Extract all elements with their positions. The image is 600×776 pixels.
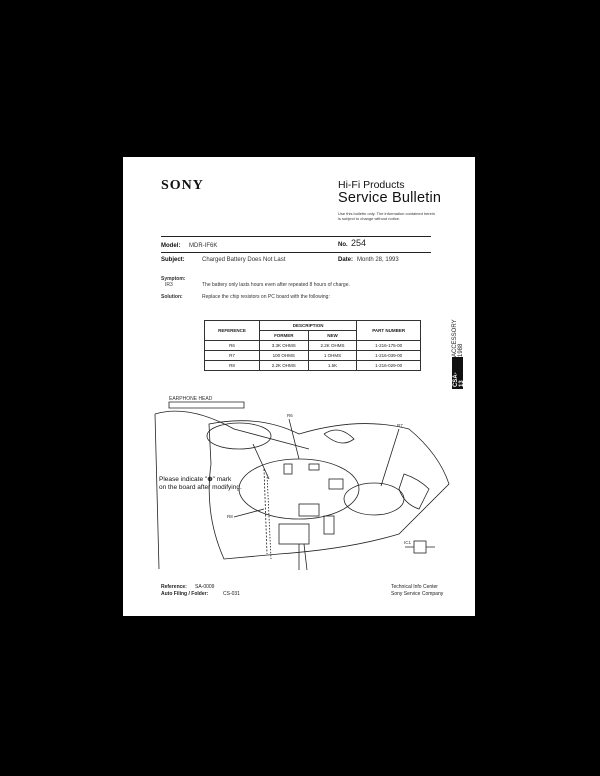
cell-former: 3.3K OHMS <box>259 341 308 351</box>
small-part-box <box>414 541 426 553</box>
subject-label: Subject: <box>161 257 185 263</box>
earphone-head-label: EARPHONE HEAD <box>169 396 213 402</box>
label-r6: R6 <box>287 413 293 418</box>
symptom-label: Symptom: <box>161 276 186 282</box>
callout-mark-icon: ⊕ <box>207 476 213 483</box>
bulletin-page <box>123 157 475 616</box>
cell-ref: R7 <box>205 351 260 361</box>
label-r7: R7 <box>397 423 403 428</box>
col-new: NEW <box>308 331 357 341</box>
label-r8: R8 <box>227 514 233 519</box>
reference-label: Reference: <box>161 584 187 590</box>
header-note: Use this bulletin only. The information contained herein is subject to change without notice. <box>338 211 436 221</box>
board-outline <box>209 421 449 559</box>
cell-new: 1 OHMS <box>308 351 357 361</box>
solution-text: Replace the chip resistors on PC board with the following: <box>202 294 330 300</box>
table-row <box>205 361 421 371</box>
product-line: Hi-Fi Products <box>338 179 405 191</box>
footer-right-line2: Sony Service Company <box>391 591 444 597</box>
earphone-head-outline <box>169 402 244 408</box>
table-header-row <box>205 321 421 331</box>
model-label: Model: <box>161 243 181 249</box>
parts-table <box>204 320 421 371</box>
cell-former: 100 OHMS <box>259 351 308 361</box>
date-label: Date: <box>338 257 354 263</box>
cell-new: 1.5K <box>308 361 357 371</box>
col-reference: REFERENCE <box>205 321 260 341</box>
model-value: MDR-IF6K <box>189 243 218 249</box>
table-row <box>205 351 421 361</box>
side-tab-label: CSA-13 <box>453 372 465 387</box>
col-description: DESCRIPTION <box>259 321 356 331</box>
table-row <box>205 341 421 351</box>
headphone-arc <box>155 411 309 449</box>
number-label: No. <box>338 242 348 248</box>
date-value: Month 28, 1993 <box>357 257 399 263</box>
cell-former: 2.2K OHMS <box>259 361 308 371</box>
callout-text <box>159 476 242 492</box>
filing-value: CS-031 <box>223 591 240 597</box>
col-part-number: PART NUMBER <box>357 321 421 341</box>
cell-part: 1-216-175-00 <box>357 341 421 351</box>
side-text: ACCESSORY 1988 <box>452 319 464 357</box>
side-tab <box>452 357 463 389</box>
callout-line1: Please indicate " <box>159 476 208 483</box>
magnify-circle-right <box>344 483 404 515</box>
symptom-text: The battery only lasts hours even after repeated 8 hours of charge. <box>202 282 350 288</box>
divider-top <box>161 236 431 237</box>
col-former: FORMER <box>259 331 308 341</box>
filing-label: Auto Filing / Folder: <box>161 591 209 597</box>
symptom-sub: IR3 <box>165 282 173 288</box>
doc-type-title: Service Bulletin <box>338 190 442 206</box>
divider-mid <box>161 252 431 253</box>
cell-ref: R6 <box>205 341 260 351</box>
footer-right-line1: Technical Info Center <box>391 584 438 590</box>
cell-part: 1-216-029-00 <box>357 361 421 371</box>
solution-label: Solution: <box>161 294 183 300</box>
sony-logo: SONY <box>161 178 204 193</box>
number-value: 254 <box>351 238 367 248</box>
subject-value: Charged Battery Does Not Last <box>202 257 286 263</box>
cell-new: 2.2K OHMS <box>308 341 357 351</box>
label-ic1: IC1 <box>404 540 412 545</box>
reference-value: SA-0009 <box>195 584 215 590</box>
callout-line2: " mark <box>212 476 232 483</box>
cell-part: 1-216-039-00 <box>357 351 421 361</box>
cell-ref: R8 <box>205 361 260 371</box>
callout-line3: on the board after modifying. <box>159 484 242 491</box>
